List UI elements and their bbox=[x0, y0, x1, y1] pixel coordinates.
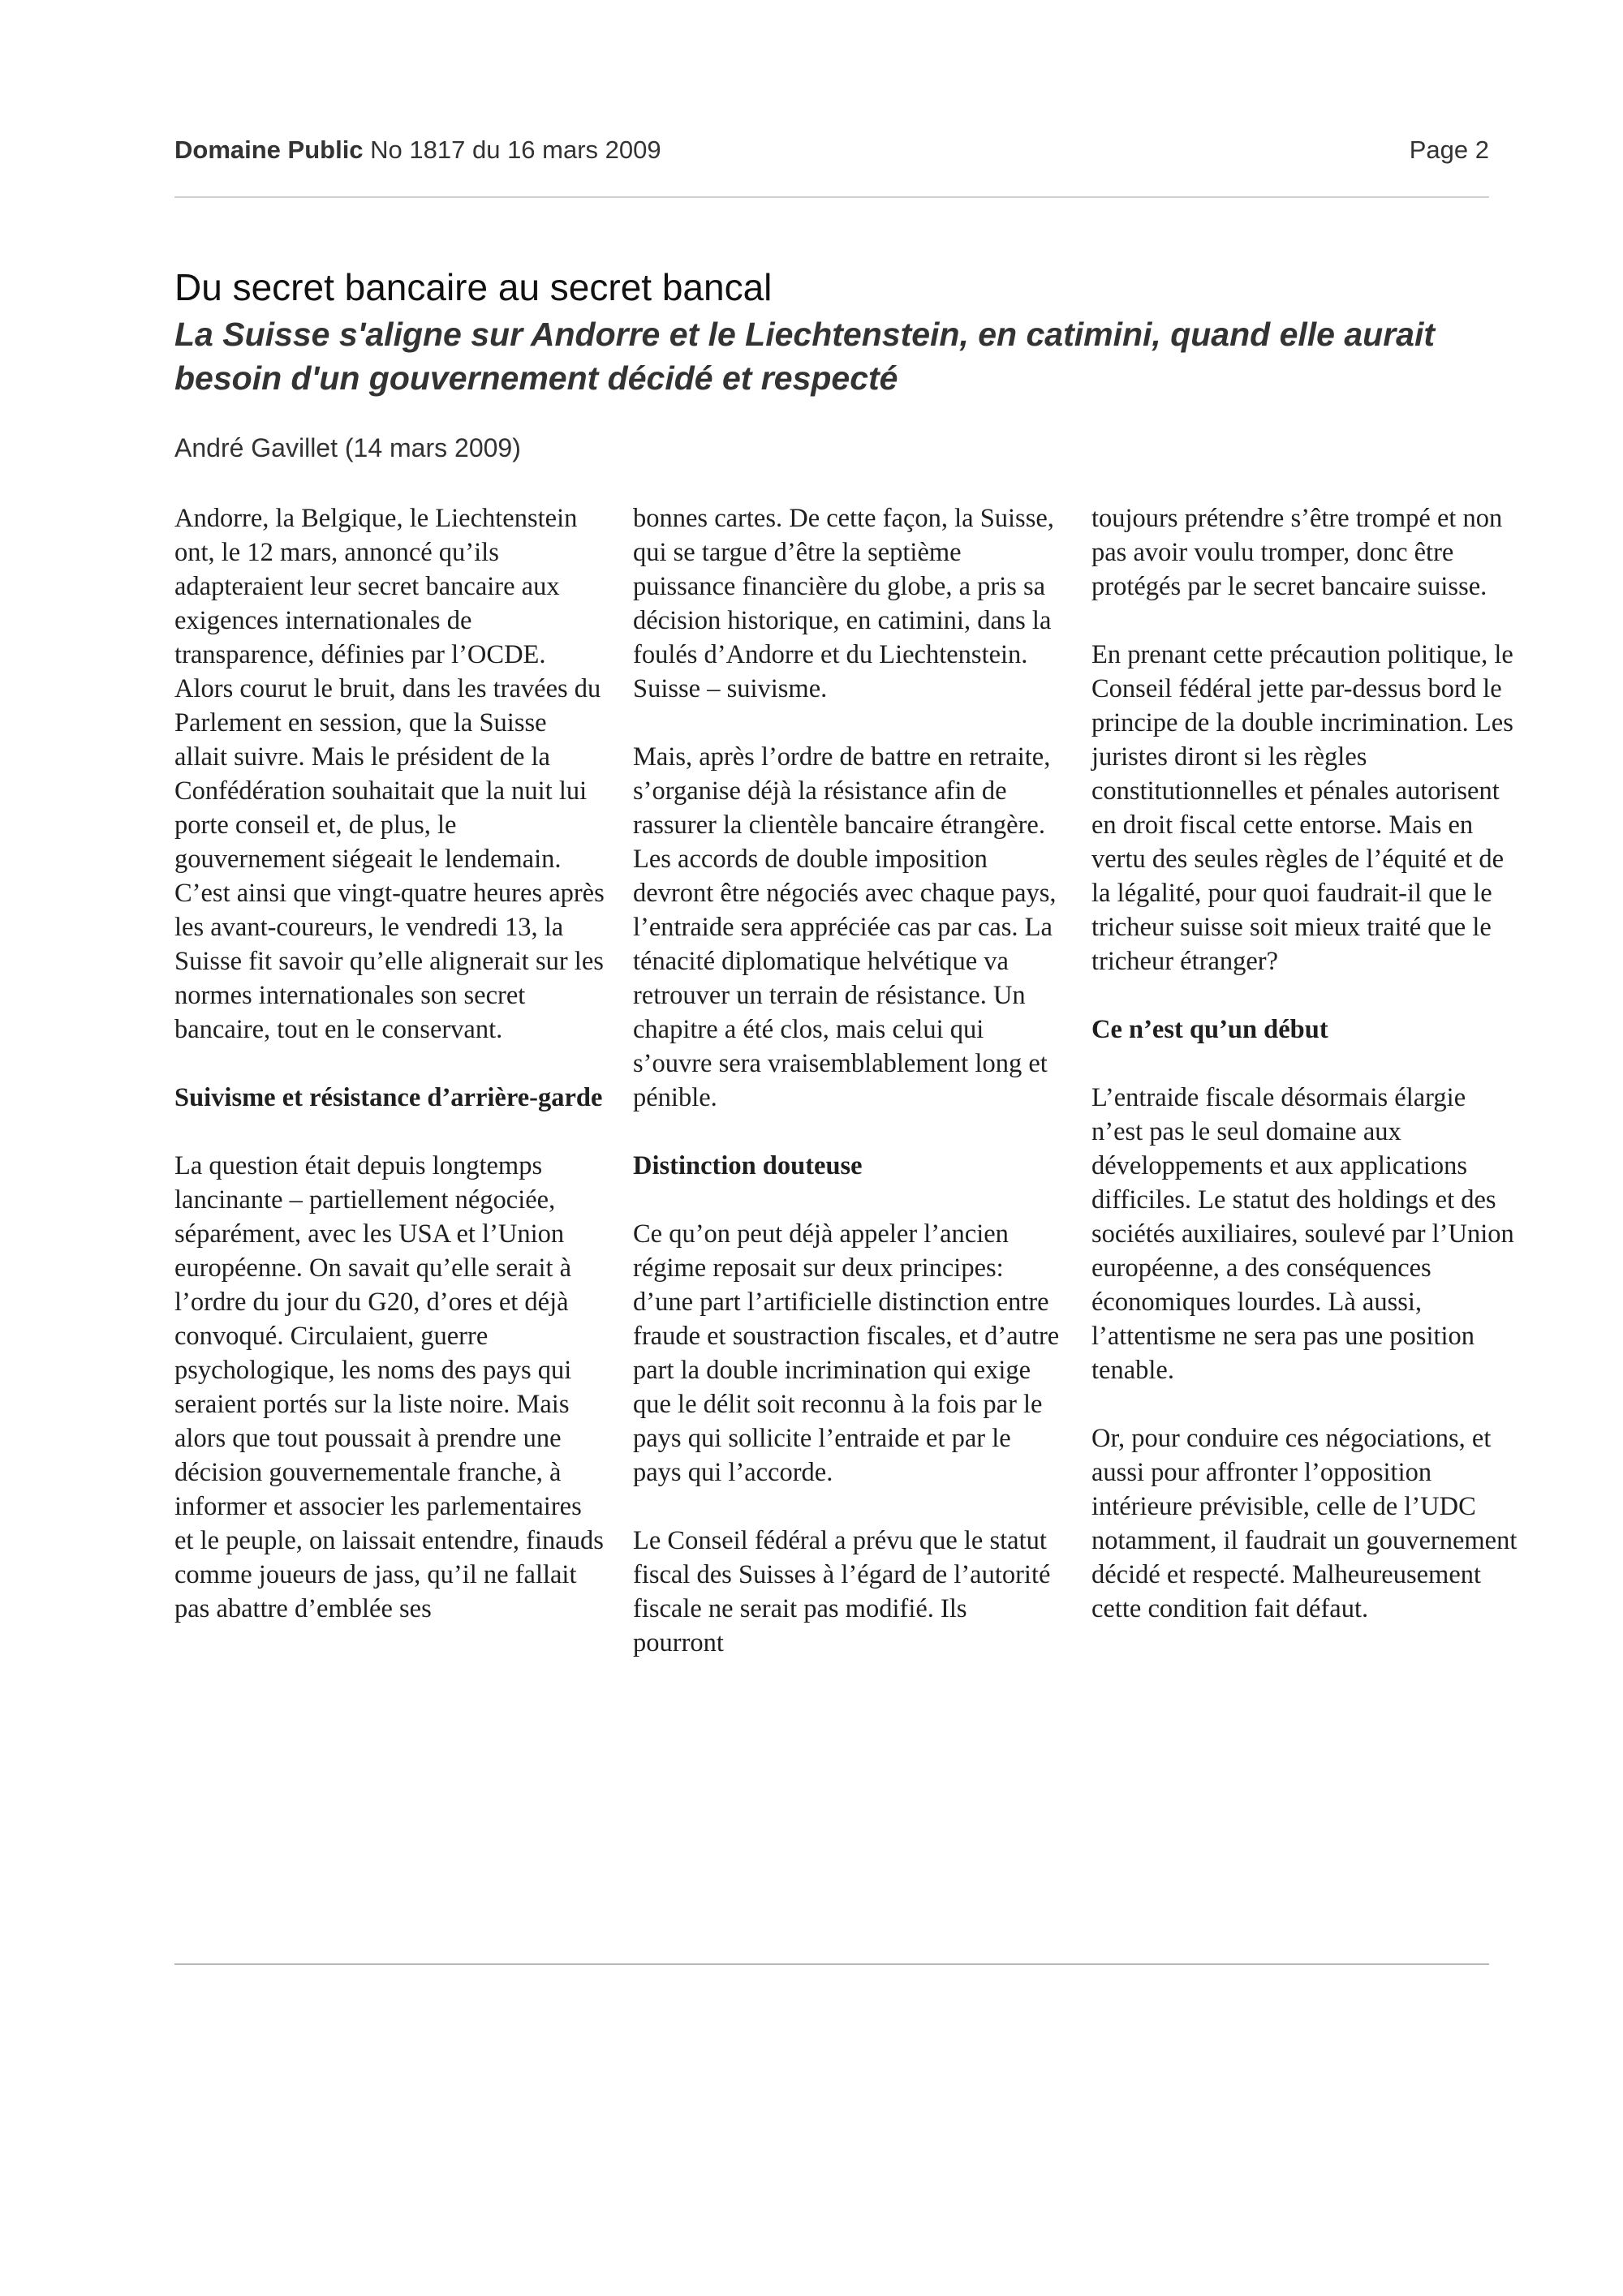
article-byline: André Gavillet (14 mars 2009) bbox=[174, 433, 521, 462]
body-paragraph: En prenant cette précaution politique, le Conseil fédéral jette par-dessus bord le principe de la double incrimination. Les juristes diront si les règles constitutionnelles et pénales autorisent en droit fiscal cette entorse. Mais en vertu des seules règles de l’équité et de la légalité, pour quoi faudrait-il que le tricheur suisse soit mieux traité que le tricheur étranger? bbox=[1091, 640, 1513, 976]
section-heading: Suivisme et résistance d’arrière-garde bbox=[174, 1083, 603, 1112]
header-divider bbox=[174, 196, 1489, 198]
body-paragraph: L’entraide fiscale désormais élargie n’est pas le seul domaine aux développements et aux applications difficiles. Le statut des holdings et des sociétés auxiliaires, soulevé par l’Union européenne, a des conséquences économiques lourdes. Là aussi, l’attentisme ne sera pas une position tenable. bbox=[1091, 1083, 1514, 1385]
body-paragraph: La question était depuis longtemps lancinante – partiellement négociée, séparément, avec les USA et l’Union européenne. On savait qu’elle serait à l’ordre du jour du G20, d’ores et déjà convoqué. Circulaient, guerre psychologique, les noms des pays qui seraient portés sur la liste noire. Mais alors que tout poussait à prendre une décision gouvernementale franche, à informer et associer les parlementaires et le peuple, on laissait entendre, finauds comme joueurs de jass, qu’il ne fallait pas abattre d’emblée ses bbox=[174, 1151, 604, 1623]
body-paragraph: toujours prétendre s’être trompé et non pas avoir voulu tromper, donc être protégés par le secret bancaire suisse. bbox=[1091, 504, 1503, 601]
section-heading: Distinction douteuse bbox=[633, 1151, 863, 1180]
body-paragraph: Ce qu’on peut déjà appeler l’ancien régime reposait sur deux principes: d’une part l’artificielle distinction entre fraude et soustraction fiscales, et d’autre part la double incrimination qui exige que le délit soit reconnu à la fois par le pays qui sollicite l’entraide et par le pays qui l’accorde. bbox=[633, 1219, 1060, 1487]
section-heading: Ce n’est qu’un début bbox=[1091, 1015, 1328, 1044]
body-paragraph: Or, pour conduire ces négociations, et aussi pour affronter l’opposition intérieure prévisible, celle de l’UDC notamment, il faudrait un gouvernement décidé et respecté. Malheureusement cette condition fait défaut. bbox=[1091, 1424, 1518, 1623]
publication-name: Domaine Public bbox=[174, 135, 364, 164]
body-paragraph: bonnes cartes. De cette façon, la Suisse, qui se targue d’être la septième puissance financière du globe, a pris sa décision historique, en catimini, dans la foulés d’Andorre et du Liechtenstein. Suisse – suivisme. bbox=[633, 504, 1054, 703]
body-paragraph: Andorre, la Belgique, le Liechtenstein ont, le 12 mars, annoncé qu’ils adapteraient leur secret bancaire aux exigences internationales de transparence, définies par l’OCDE. Alors courut le bruit, dans les travées du Parlement en session, que la Suisse allait suivre. Mais le président de la Confédération souhaitait que la nuit lui porte conseil et, de plus, le gouvernement siégeait le lendemain. C’est ainsi que vingt-quatre heures après les avant-coureurs, le vendredi 13, la Suisse fit savoir qu’elle alignerait sur les normes internationales son secret bancaire, tout en le conservant. bbox=[174, 504, 605, 1044]
page-number: Page 2 bbox=[1409, 135, 1489, 164]
article-column-3 bbox=[1091, 501, 1522, 1626]
article-column-1 bbox=[174, 501, 605, 1626]
footer-divider bbox=[174, 1963, 1489, 1965]
running-header bbox=[174, 134, 1489, 166]
article-title: Du secret bancaire au secret bancal bbox=[174, 266, 773, 308]
article-subtitle: La Suisse s'aligne sur Andorre et le Liechtenstein, en catimini, quand elle aurait besoin d'un gouvernement décidé et respecté bbox=[174, 316, 1435, 397]
body-paragraph: Le Conseil fédéral a prévu que le statut fiscal des Suisses à l’égard de l’autorité fiscale ne serait pas modifié. Ils pourront bbox=[633, 1526, 1051, 1658]
body-paragraph: Mais, après l’ordre de battre en retraite, s’organise déjà la résistance afin de rassurer la clientèle bancaire étrangère. Les accords de double imposition devront être négociés avec chaque pays, l’entraide sera appréciée cas par cas. La ténacité diplomatique helvétique va retrouver un terrain de résistance. Un chapitre a été clos, mais celui qui s’ouvre sera vraisemblablement long et pénible. bbox=[633, 742, 1057, 1112]
article-column-2 bbox=[633, 501, 1063, 1660]
issue-info: No 1817 du 16 mars 2009 bbox=[363, 135, 661, 164]
